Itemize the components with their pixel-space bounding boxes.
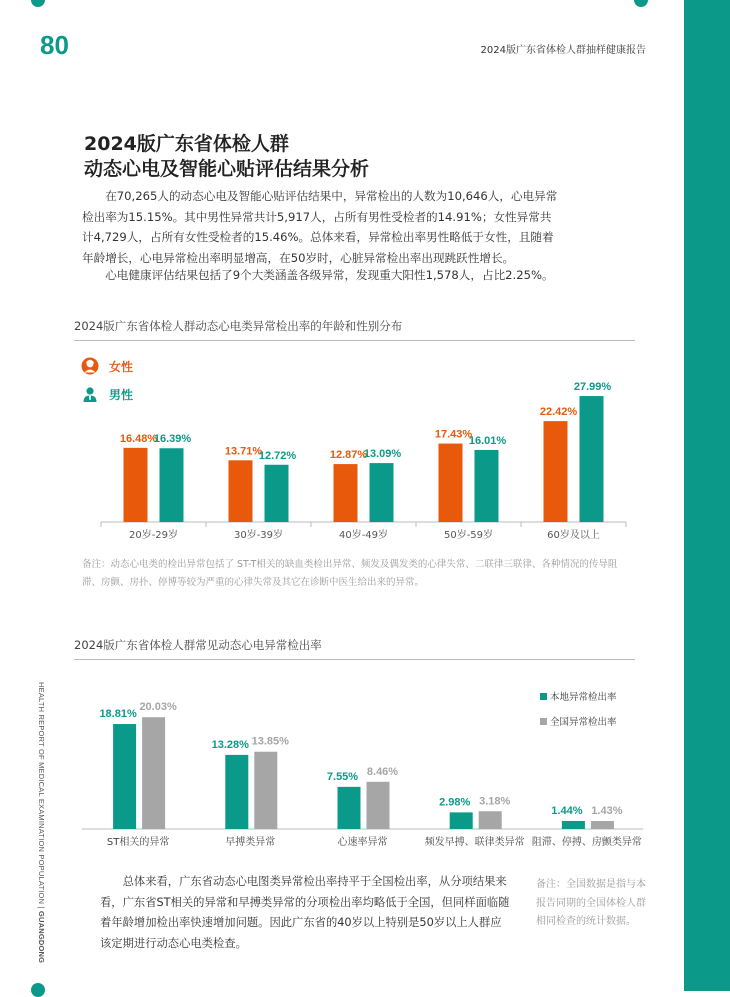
chart1-bar-female [544,421,568,522]
chart1-bar-female [439,444,463,522]
legend-local-label: 本地异常检出率 [550,692,617,703]
chart1-bar-female [334,464,358,522]
chart1-bar-male [580,396,604,522]
chart2-value-label-national: 13.85% [251,735,289,748]
chart1-value-label-female: 13.71% [224,445,263,458]
chart2-value-label-local: 7.55% [326,770,359,783]
chart1-value-label-female: 22.42% [539,406,578,419]
chart2-section-title: 2024版广东省体检人群常见动态心电异常检出率 [74,638,322,652]
side-text-bold: GUANGDONG [37,910,46,964]
chart1-value-label-male: 13.09% [363,448,402,461]
chart1-value-label-female: 16.48% [119,432,158,445]
chart1-category-label: 30岁-39岁 [233,530,284,541]
chart1-value-label-male: 27.99% [573,381,612,394]
chart2-value-label-national: 1.43% [591,805,623,818]
page-number: 80 [40,30,69,60]
chart2-value-label-national: 20.03% [139,701,177,714]
chart1-category-label: 50岁-59岁 [443,530,494,541]
legend-national-label: 全国异常检出率 [550,717,617,728]
chart1-bar-female [229,460,253,522]
side-text-sep: | [37,904,46,911]
chart1-bar-male [160,448,184,522]
chart1-value-label-female: 17.43% [434,428,473,441]
legend-male-label: 男性 [109,387,134,402]
chart1-value-label-male: 12.72% [258,449,297,462]
national-data-note: 备注：全国数据是指与本报告同期的全国体检人群相同检查的统计数据。 [536,879,646,927]
chart2-value-label-local: 1.44% [551,804,583,817]
title-line-2: 动态心电及智能心贴评估结果分析 [84,158,370,180]
legend-local [540,689,617,703]
title-line-1: 2024版广东省体检人群 [84,133,289,155]
chart2-category-label: ST相关的异常 [106,837,170,848]
chart2-value-label-local: 18.81% [99,708,137,721]
intro-paragraph: 在70,265人的动态心电及智能心贴评估结果中，异常检出的人数为10,646人，心电异常检出率为15.15%。其中男性异常共计5,917人，占所有男性受检者的14.91%；女性异常共计4,729人，占所有女性受检者的15.46%。总体来看，异常检出率男性略低于女性，且随着年龄增长，心电异常检出率明显增高，在50岁时，心脏异常检出率出现跳跃性增长。 [82,189,558,265]
local-swatch [540,693,547,700]
chart1-value-label-male: 16.01% [468,434,507,447]
chart2-title-rule [74,659,635,660]
chart1-note: 备注：动态心电类的检出异常包括了 ST-T相关的缺血类检出异常、频发及偶发类的心律失常、二联律三联律、各种情况的传导阻滞、房颤、房扑、停博等较为严重的心律失常及其它在诊断中医生给出来的异常。 [82,559,618,588]
chart1-value-label-female: 12.87% [329,449,368,462]
summary-paragraph: 心电健康评估结果包括了9个大类涵盖各级异常，发现重大阳性1,578人，占比2.25%。 [105,268,554,282]
chart1-bar-female [124,448,148,522]
chart1-section-title: 2024版广东省体检人群动态心电类异常检出率的年龄和性别分布 [74,319,403,333]
chart2-category-label: 心速率异常 [337,837,388,848]
chart1-category-label: 40岁-49岁 [338,530,389,541]
chart2-category-label: 阻滞、停搏、房颤类异常 [531,837,642,848]
national-swatch [540,718,547,725]
chart2-category-label: 早搏类异常 [225,837,276,848]
legend-female-label: 女性 [109,359,134,374]
chart1-bar-male [475,450,499,522]
legend-national [540,714,617,728]
chart1-bar-male [370,463,394,522]
chart2-category-label: 频发早搏、联律类异常 [424,837,525,848]
chart2-value-label-local: 2.98% [439,796,471,809]
chart1-bar-male [265,465,289,522]
chart1-category-label: 20岁-29岁 [128,530,179,541]
chart1-category-label: 60岁及以上 [547,530,600,541]
chart2-value-label-national: 3.18% [479,795,511,808]
chart2-value-label-local: 13.28% [211,738,249,751]
report-title: 2024版广东省体检人群抽样健康报告 [480,45,646,56]
chart2-value-label-national: 8.46% [366,765,399,778]
conclusion-paragraph: 总体来看，广东省动态心电图类异常检出率持平于全国检出率，从分项结果来看，广东省ST相关的异常和早搏类异常的分项检出率均略低于全国，但同样面临随着年龄增加检出率快速增加问题。因此广东省的40岁以上特别是50岁以上人群应该定期进行动态心电类检查。 [100,875,510,950]
chart1-value-label-male: 16.39% [153,433,192,446]
side-text-main: HEALTH REPORT OF MEDICAL EXAMINATION POPULATION [37,682,46,905]
